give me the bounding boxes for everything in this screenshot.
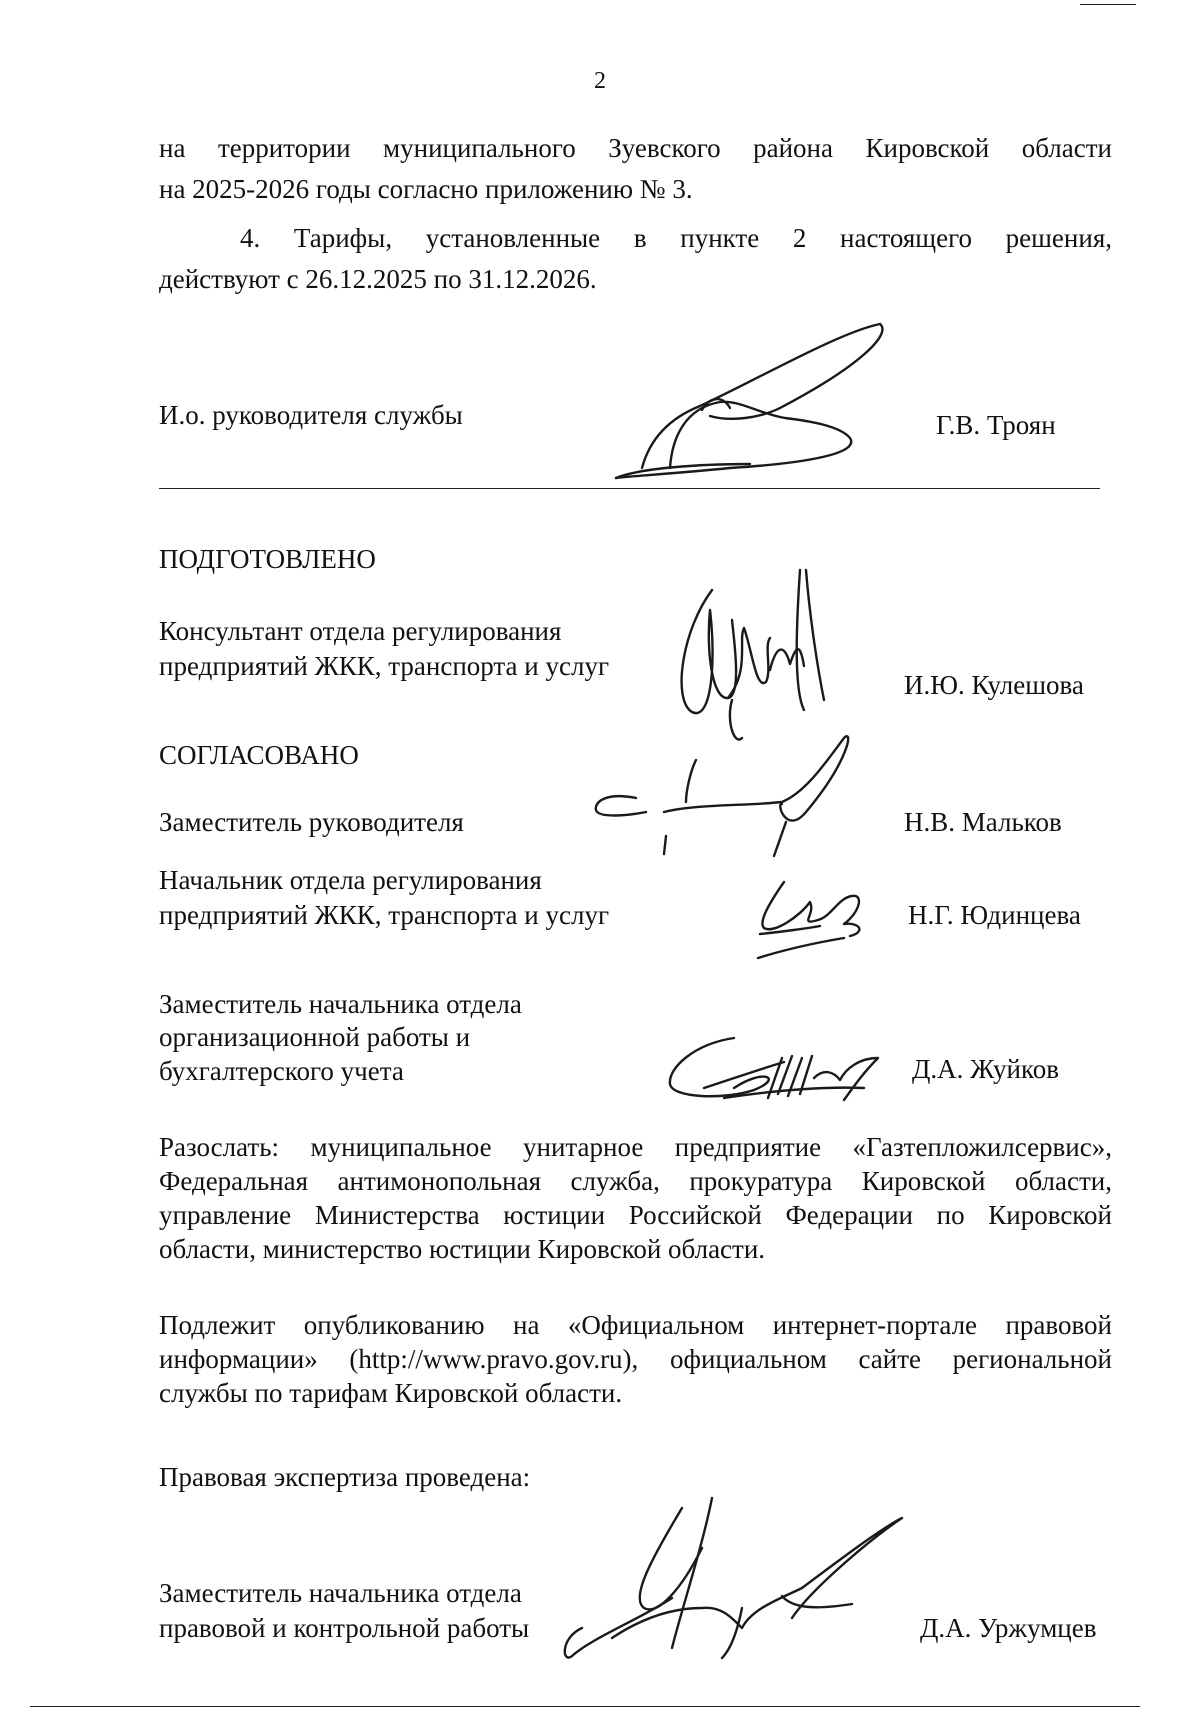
page-number: 2 [594,68,606,94]
dept-head-position-line-2: предприятий ЖКК, транспорта и услуг [159,900,610,930]
deputy-dept-head-name: Д.А. Жуйков [912,1054,1059,1084]
distribution-line-1: Разослать: муниципальное унитарное предприятие «Газтепложилсервис», [159,1132,1112,1162]
legal-review-position-line-1: Заместитель начальника отдела [159,1578,522,1608]
dept-head-name: Н.Г. Юдинцева [908,900,1081,930]
signature-separator-line [159,488,1100,489]
deputy-dept-head-position-line-1: Заместитель начальника отдела [159,989,522,1019]
prepared-heading: ПОДГОТОВЛЕНО [159,544,376,574]
distribution-line-2: Федеральная антимонопольная служба, прокуратура Кировской области, [159,1166,1112,1196]
bottom-rule [30,1706,1140,1707]
head-signature-image [610,318,900,488]
deputy-head-position: Заместитель руководителя [159,807,464,837]
deputy-dept-head-signature-image [664,1028,894,1108]
prepared-position-line-2: предприятий ЖКК, транспорта и услуг [159,651,610,681]
top-corner-mark [1080,4,1136,5]
intro-line-2: на 2025-2026 годы согласно приложению № 3. [159,174,693,204]
deputy-head-signature-image [586,732,856,862]
prepared-position-line-1: Консультант отдела регулирования [159,616,562,646]
distribution-line-4: области, министерство юстиции Кировской области. [159,1234,766,1264]
deputy-head-name: Н.В. Мальков [904,807,1062,837]
clause-4-line-2: действуют с 26.12.2025 по 31.12.2026. [159,264,597,294]
dept-head-signature-image [740,872,880,962]
publication-line-2: информации» (http://www.pravo.gov.ru), официальном сайте региональной [159,1344,1112,1374]
agreed-heading: СОГЛАСОВАНО [159,740,359,770]
legal-review-heading: Правовая экспертиза проведена: [159,1462,531,1492]
publication-line-1: Подлежит опубликованию на «Официальном интернет-портале правовой [159,1310,1112,1340]
dept-head-position-line-1: Начальник отдела регулирования [159,865,542,895]
intro-line-1: на территории муниципального Зуевского района Кировской области [159,133,1112,163]
distribution-line-3: управление Министерства юстиции Российской Федерации по Кировской [159,1200,1112,1230]
clause-4-line-1: 4. Тарифы, установленные в пункте 2 настоящего решения, [240,223,1112,253]
deputy-dept-head-position-line-3: бухгалтерского учета [159,1056,404,1086]
deputy-dept-head-position-line-2: организационной работы и [159,1022,471,1052]
prepared-name: И.Ю. Кулешова [904,670,1084,700]
publication-line-3: службы по тарифам Кировской области. [159,1378,623,1408]
legal-review-signature-image [552,1488,912,1668]
legal-review-name: Д.А. Уржумцев [920,1613,1097,1643]
prepared-signature-image [672,550,832,750]
head-title: И.о. руководителя службы [159,400,463,430]
legal-review-position-line-2: правовой и контрольной работы [159,1613,530,1643]
head-name: Г.В. Троян [936,410,1056,440]
